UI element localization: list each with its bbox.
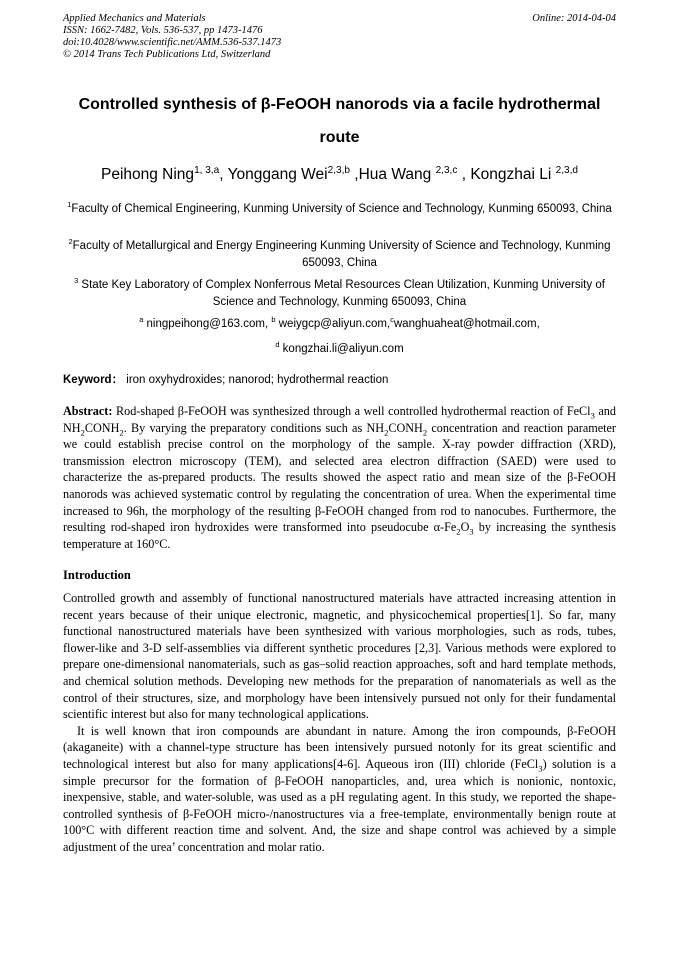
keywords: [63, 372, 616, 388]
abstract: [63, 403, 616, 552]
email-mark: d: [275, 340, 280, 350]
journal-header: [63, 13, 616, 61]
paper-title: [63, 88, 616, 154]
abstract-text: and NH: [63, 404, 616, 435]
subscript: 3: [469, 526, 474, 537]
author-affil-marks: 2,3,c: [435, 164, 458, 176]
author-separator: ,: [219, 166, 228, 183]
subscript: 2: [119, 427, 124, 438]
paragraph-text: ) solution is a simple precursor for the formation of β-FeOOH nanoparticles, and, urea which is nonionic, nontoxic, inexpensive, stable, and water-soluble, was used as a pH regulating agent. In this study, we reported the shape-controlled synthesis of β-FeOOH micro-/nanostructures via a free-template, environmentally benign route at 100°C with different reaction time and solvent. And, the size and shape control was achieved by a simple adjustment of the urea’ concentration and molar ratio.: [63, 756, 617, 854]
affiliation-number: 1: [67, 200, 72, 210]
author-affil-marks: 1, 3,a: [194, 164, 220, 176]
subscript: 3: [590, 410, 595, 421]
subscript: 3: [538, 763, 543, 774]
author-name: Yonggang Wei: [227, 166, 328, 183]
subscript: 2: [422, 427, 428, 438]
email-line-1: [63, 316, 616, 333]
affiliation-text: Faculty of Chemical Engineering, Kunming University of Science and Technology, Kunming 650093, China: [71, 203, 612, 215]
abstract-text: CONH: [84, 420, 120, 435]
author-affil-marks: 2,3,b: [327, 164, 350, 176]
title-line-2: route: [319, 129, 360, 146]
journal-name: Applied Mechanics and Materials: [63, 13, 206, 24]
email-mark: c: [390, 315, 394, 325]
author-separator: ,: [349, 166, 359, 183]
affiliation-number: 2: [68, 237, 73, 247]
subscript: 2: [384, 427, 389, 438]
affiliation-number: 3: [74, 276, 79, 286]
affiliation-text: Faculty of Metallurgical and Energy Engineering Kunming University of Science and Technology, Kunming 650093, China: [72, 240, 611, 269]
keywords-colon: ：: [111, 374, 124, 386]
email-address[interactable]: kongzhai.li@aliyun.com: [279, 343, 404, 355]
keywords-label: Keyword: [63, 374, 112, 386]
intro-paragraph-2: [63, 723, 616, 856]
email-mark: a: [139, 315, 144, 325]
author-separator: ,: [457, 166, 471, 183]
abstract-text: CONH: [388, 420, 423, 435]
abstract-text: Rod-shaped β-FeOOH was synthesized through a well controlled hydrothermal reaction of FeCl: [112, 404, 591, 418]
section-heading-introduction: Introduction: [63, 568, 131, 582]
email-address[interactable]: ningpeihong@163.com,: [143, 318, 272, 330]
title-line-1: Controlled synthesis of β-FeOOH nanorods via a facile hydrothermal: [78, 96, 601, 113]
email-address[interactable]: weiygcp@aliyun.com,: [275, 318, 391, 330]
affiliation-1: [63, 201, 616, 218]
online-date: Online: 2014-04-04: [532, 13, 616, 24]
intro-paragraph-1: Controlled growth and assembly of functional nanostructured materials have attracted increasing attention in recent years because of their unique electronic, magnetic, and physicochemical properties[1]. So far, many functional nanostructured materials have been synthesized with various morphologies, such as rods, tubes, flower-like and 3-D self-assemblies via different synthetic procedures [2,3]. Various methods were explored to prepare one-dimensional nanomaterials, such as gas–solid reaction approaches, soft and hard template methods, and chemical solution methods. Developing new methods for the preparation of nanomaterials as well as the control of their structures, size, and morphology have been intensively pursued not only for their fundamental scientific interest but also for many technological applications.: [63, 591, 616, 722]
abstract-text: O: [460, 520, 470, 535]
author-affil-marks: 2,3,d: [555, 164, 579, 176]
email-mark: b: [271, 315, 276, 325]
doi-line: doi:10.4028/www.scientific.net/AMM.536-537.1473: [63, 37, 282, 48]
abstract-label: Abstract:: [63, 404, 113, 418]
author-name: Peihong Ning: [100, 166, 195, 183]
affiliation-3: [63, 277, 616, 311]
issn-line: ISSN: 1662-7482, Vols. 536-537, pp 1473-1476: [63, 25, 263, 36]
author-name: Hua Wang: [358, 166, 436, 183]
abstract-text: by increasing the synthesis temperature at 160°C.: [63, 520, 616, 551]
affiliation-2: [63, 238, 616, 272]
abstract-text: . By varying the preparatory conditions such as NH: [123, 420, 385, 435]
author-list: [63, 165, 616, 185]
abstract-text: concentration and reaction parameter we could establish precise control on the morphology of the sample. X-ray powder diffraction (XRD), transmission electron microscopy (TEM), and selected area electron diffraction (SAED) were used to characterize the as-prepared products. The results showed the aspect ratio and mean size of the β-FeOOH nanorods was achieved systematic control by regulating the concentration of urea. When the experimental time increased to 96h, the morphology of the resulting β-FeOOH changed from rod to nanocubes. Furthermore, the resulting rod-shaped iron hydroxides were transformed into pseudocube α-Fe: [63, 420, 616, 535]
affiliation-text: State Key Laboratory of Complex Nonferrous Metal Resources Clean Utilization, Kunming University of Science and Technology, Kunming 650093, China: [78, 279, 605, 308]
paragraph-text: It is well known that iron compounds are abundant in nature. Among the iron compounds, β-FeOOH (akaganeite) with a channel-type structure has been intensively pursued notonly for its great scientific and technological interest but also for many applications[4-6]. Aqueous iron (III) chloride (FeCl: [63, 723, 616, 771]
email-line-2: [63, 341, 616, 358]
subscript: 2: [456, 526, 461, 537]
email-address[interactable]: wanghuaheat@hotmail.com,: [393, 318, 540, 330]
author-name: Kongzhai Li: [470, 166, 556, 183]
subscript: 2: [80, 427, 85, 438]
copyright-line: © 2014 Trans Tech Publications Ltd, Switzerland: [63, 49, 271, 60]
keywords-text: iron oxyhydroxides; nanorod; hydrothermal reaction: [123, 374, 389, 386]
introduction-body: [63, 590, 616, 856]
